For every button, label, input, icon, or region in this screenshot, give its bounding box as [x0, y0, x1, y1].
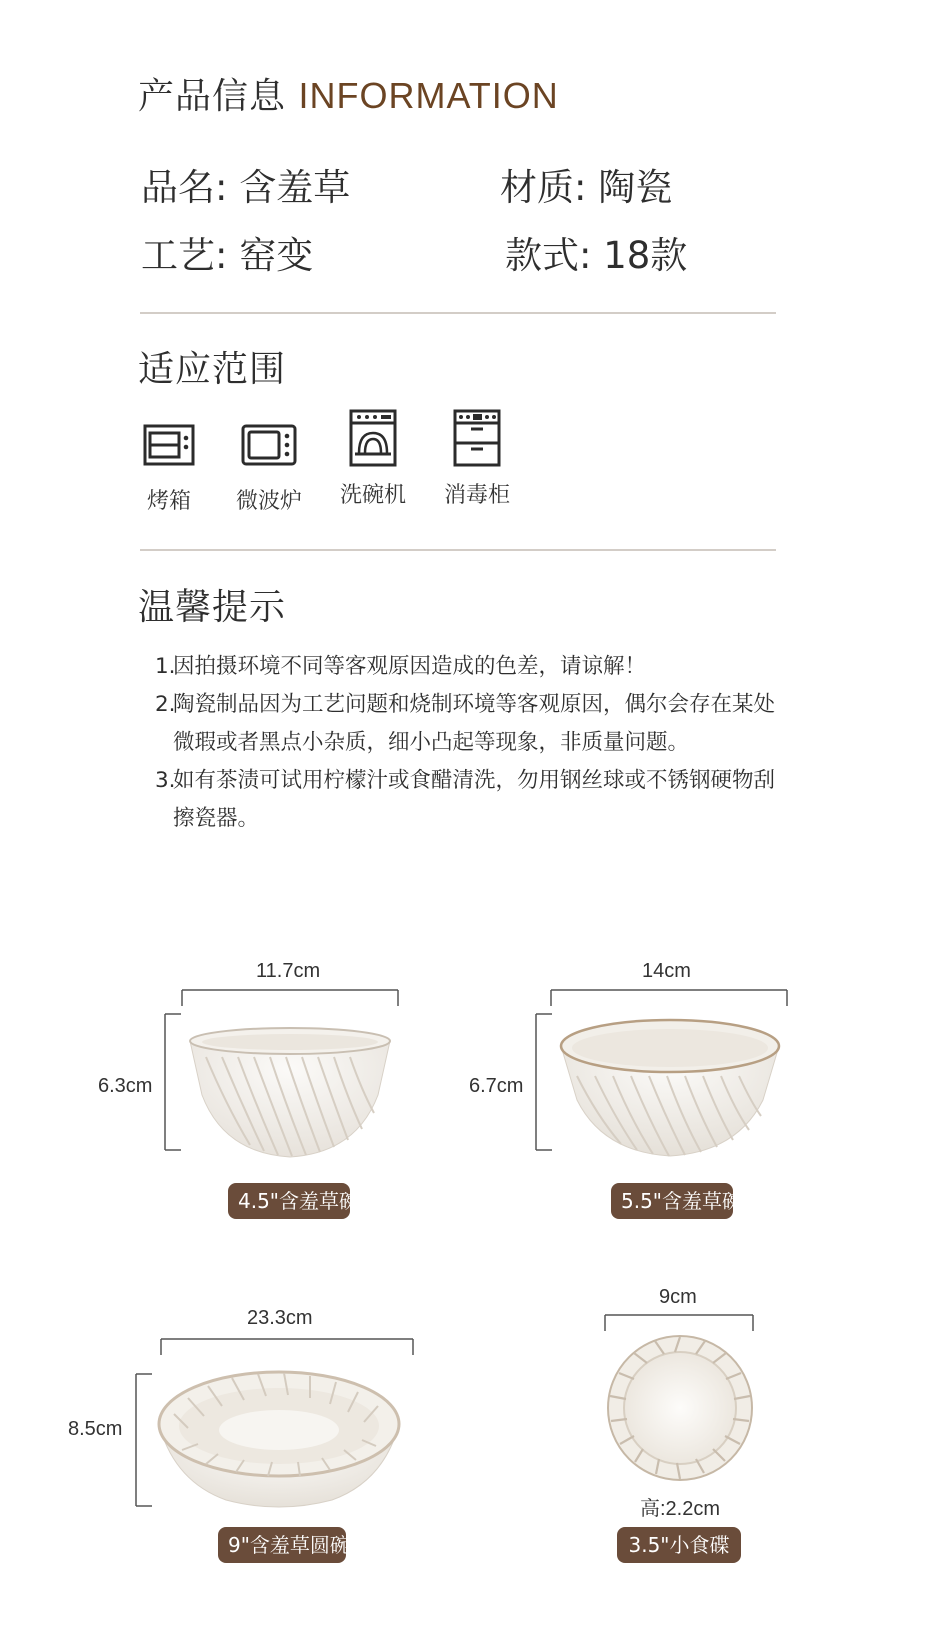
product-styles: 款式: 18款 — [505, 234, 688, 277]
oven-icon — [139, 414, 199, 474]
tip-item-2 — [155, 686, 835, 762]
divider-2 — [140, 549, 776, 551]
product-4-height: 高:2.2cm — [640, 1498, 721, 1520]
tip-text-continued: 微瑕或者黑点小杂质，细小凸起等现象，非质量问题。 — [173, 730, 690, 755]
product-2-bowl-image — [557, 1016, 783, 1158]
tip-item-1 — [155, 648, 835, 686]
dishwasher-icon — [343, 400, 403, 474]
product-1-width-line — [180, 988, 400, 1008]
sterilizer-cabinet-icon — [447, 400, 507, 474]
product-3-width-line — [159, 1337, 415, 1357]
usage-label-sterilizer: 消毒柜 — [443, 483, 510, 508]
tips-section-title: 温馨提示 — [138, 587, 287, 628]
product-1-height-line — [163, 1012, 183, 1152]
product-1-height: 6.3cm — [98, 1075, 153, 1097]
product-3-height: 8.5cm — [68, 1418, 123, 1440]
usage-item-sterilizer — [432, 400, 522, 509]
product-3-width: 23.3cm — [247, 1307, 313, 1329]
product-2-height: 6.7cm — [469, 1075, 524, 1097]
product-3-height-line — [134, 1372, 154, 1508]
usage-section-title: 适应范围 — [138, 349, 287, 390]
info-title-cn: 产品信息 — [138, 76, 287, 117]
tip-text-continued: 擦瓷器。 — [173, 806, 260, 831]
product-3-name-tag: 9"含羞草圆碗 — [218, 1527, 346, 1563]
tip-number: 3. — [155, 768, 176, 793]
usage-label-dishwasher: 洗碗机 — [339, 483, 406, 508]
product-2-width: 14cm — [642, 960, 691, 982]
tip-text: 陶瓷制品因为工艺问题和烧制环境等客观原因，偶尔会存在某处 — [173, 692, 776, 717]
usage-label-oven: 烤箱 — [146, 489, 191, 514]
product-1-bowl-image — [186, 1025, 394, 1160]
usage-item-microwave — [224, 414, 314, 515]
tip-item-3 — [155, 762, 835, 838]
product-2-width-line — [549, 988, 789, 1008]
tip-number: 1. — [155, 654, 176, 679]
product-material: 材质: 陶瓷 — [500, 166, 673, 209]
product-2-height-line — [534, 1012, 554, 1152]
usage-item-oven — [124, 414, 214, 515]
microwave-icon — [239, 414, 299, 474]
product-3-bowl-image — [152, 1364, 406, 1514]
tip-number: 2. — [155, 692, 176, 717]
divider-1 — [140, 312, 776, 314]
tip-text: 如有茶渍可试用柠檬汁或食醋清洗，勿用钢丝球或不锈钢硬物刮 — [173, 768, 776, 793]
usage-label-microwave: 微波炉 — [235, 489, 302, 514]
tip-text: 因拍摄环境不同等客观原因造成的色差，请谅解！ — [173, 654, 647, 679]
product-1-name-tag: 4.5"含羞草碗 — [228, 1183, 350, 1219]
product-craft: 工艺: 窑变 — [141, 234, 314, 277]
product-4-width: 9cm — [659, 1286, 697, 1308]
info-section-title — [138, 68, 559, 119]
product-2-name-tag: 5.5"含羞草碗 — [611, 1183, 733, 1219]
info-title-en: INFORMATION — [298, 75, 559, 116]
product-name: 品名: 含羞草 — [141, 166, 351, 209]
product-4-dish-image — [605, 1333, 755, 1483]
product-1-width: 11.7cm — [256, 960, 321, 982]
product-4-name-tag: 3.5"小食碟 — [617, 1527, 741, 1563]
product-4-width-line — [603, 1313, 755, 1333]
usage-item-dishwasher — [328, 400, 418, 509]
